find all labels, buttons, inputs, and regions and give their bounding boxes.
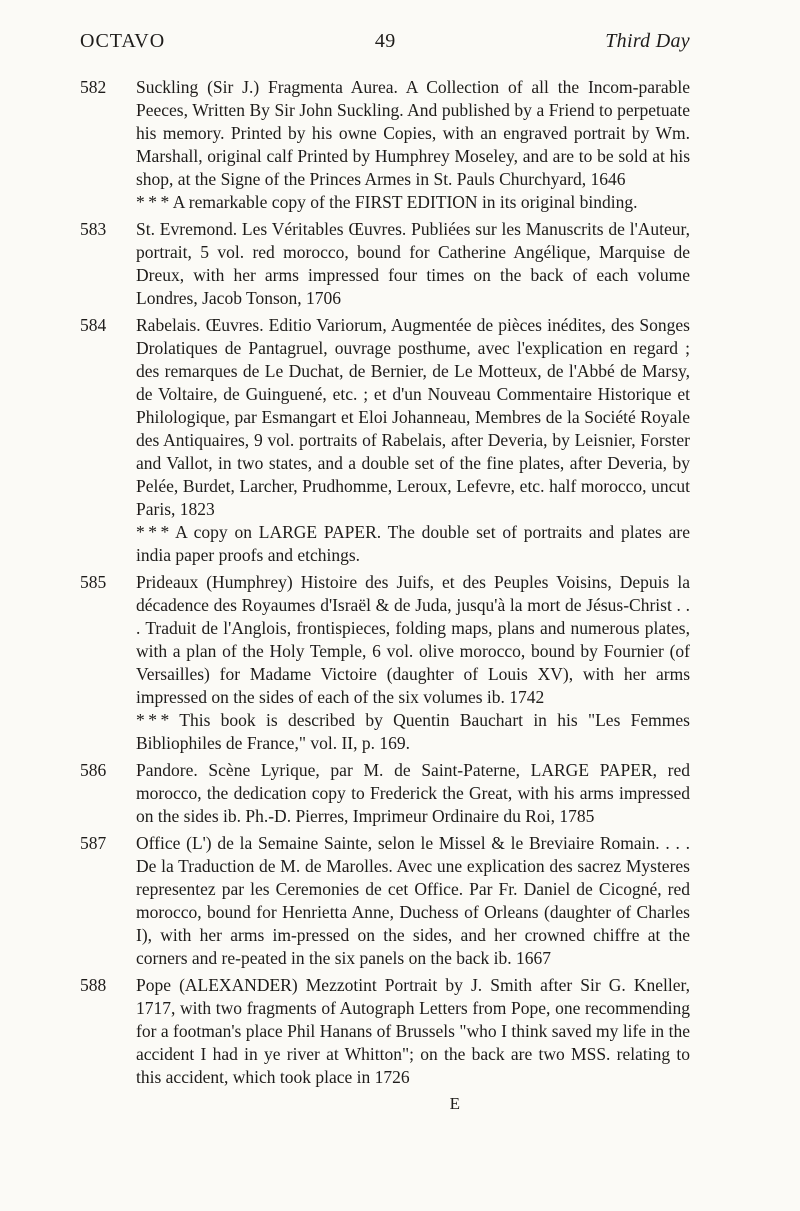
lot-note-text: A copy on LARGE PAPER. The double set of portraits and plates are india paper proofs and etchings. <box>136 522 690 565</box>
lot-description: Suckling (Sir J.) Fragmenta Aurea. A Collection of all the Incom-parable Peeces, Written By Sir John Suckling. And published by a Friend to perpetuate his memory. Printed by his owne Copies, with an engraved portrait by Wm. Marshall, original calf Printed by Humphrey Moseley, and are to be sold at his shop, at the Signe of the Princes Armes in St. Pauls Churchyard, 1646 <box>136 77 690 189</box>
lot-number: 586 <box>80 760 107 780</box>
lot-note <box>136 709 690 755</box>
running-head <box>80 30 690 53</box>
lot-description: Office (L') de la Semaine Sainte, selon le Missel & le Breviaire Romain. . . . De la Traduction de M. de Marolles. Avec une explication des sacrez Mysteres representez par les Ceremonies de cet Office. Par Fr. Daniel de Cicogné, red morocco, bound for Henrietta Anne, Duchess of Orleans (daughter of Charles I), with her arms im-pressed on the sides, and her crowned chiffre at the corners and re-peated in the six panels on the back ib. 1667 <box>136 833 690 968</box>
note-asterisks: * * * <box>136 522 170 542</box>
lot-number: 584 <box>80 315 107 335</box>
lot-entry <box>80 759 690 828</box>
page-number: 49 <box>374 30 396 52</box>
lot-number: 582 <box>80 77 107 97</box>
lot-entry <box>80 974 690 1089</box>
lot-entry <box>80 571 690 755</box>
lot-number: 583 <box>80 219 107 239</box>
note-asterisks: * * * <box>136 192 170 212</box>
lot-note <box>136 191 690 214</box>
lot-entry <box>80 76 690 214</box>
lot-description: Pope (ALEXANDER) Mezzotint Portrait by J. Smith after Sir G. Kneller, 1717, with two fragments of Autograph Letters from Pope, one recommending for a footman's place Phil Hanans of Brussels "who I think saved my life in the accident I had in ye river at Whitton"; on the back are two MSS. relating to this accident, which took place in 1726 <box>136 975 690 1087</box>
lot-note-text: A remarkable copy of the FIRST EDITION in its original binding. <box>172 192 638 212</box>
lot-entry <box>80 218 690 310</box>
lot-entry <box>80 832 690 970</box>
lot-number: 585 <box>80 572 107 592</box>
lot-note-text: This book is described by Quentin Bauchart in his "Les Femmes Bibliophiles de France," vol. II, p. 169. <box>136 710 690 753</box>
lot-description: Prideaux (Humphrey) Histoire des Juifs, et des Peuples Voisins, Depuis la décadence des Royaumes d'Israël & de Juda, jusqu'à la mort de Jésus-Christ . . . Traduit de l'Anglois, frontispieces, folding maps, plans and numerous plates, with a plan of the Holy Temple, 6 vol. olive morocco, bound by Fournier (of Versailles) for Madame Victoire (daughter of Louis XV), with her arms impressed on the sides of each of the six volumes ib. 1742 <box>136 572 690 707</box>
format-heading: OCTAVO <box>80 30 166 52</box>
lot-number: 587 <box>80 833 107 853</box>
lot-description: Pandore. Scène Lyrique, par M. de Saint-Paterne, LARGE PAPER, red morocco, the dedication copy to Frederick the Great, with his arms impressed on the sides ib. Ph.-D. Pierres, Imprimeur Ordinaire du Roi, 1785 <box>136 760 690 826</box>
lot-note <box>136 521 690 567</box>
lot-description: St. Evremond. Les Véritables Œuvres. Publiées sur les Manuscrits de l'Auteur, portrait, 5 vol. red morocco, bound for Catherine Angélique, Marquise de Dreux, with her arms impressed four times on the back of each volume Londres, Jacob Tonson, 1706 <box>136 219 690 308</box>
note-asterisks: * * * <box>136 710 170 730</box>
lot-description: Rabelais. Œuvres. Editio Variorum, Augmentée de pièces inédites, des Songes Drolatiques de Pantagruel, ouvrage posthume, avec l'explication en regard ; des remarques de Le Duchat, de Bernier, de Le Motteux, de l'Abbé de Marsy, de Voltaire, de Guinguené, etc. ; et d'un Nouveau Commentaire Historique et Philologique, par Esmangart et Eloi Johanneau, Membres de la Société Royale des Antiquaires, 9 vol. portraits of Rabelais, after Deveria, by Leisnier, Forster and Vallot, in two states, and a double set of the fine plates, after Deveria, by Pelée, Burdet, Larcher, Prudhomme, Leroux, Lefevre, etc. half morocco, uncut Paris, 1823 <box>136 315 690 519</box>
lot-entry <box>80 314 690 567</box>
day-heading: Third Day <box>605 30 690 52</box>
lot-number: 588 <box>80 975 107 995</box>
lot-list <box>80 76 690 1115</box>
signature-mark: E <box>449 1094 460 1113</box>
